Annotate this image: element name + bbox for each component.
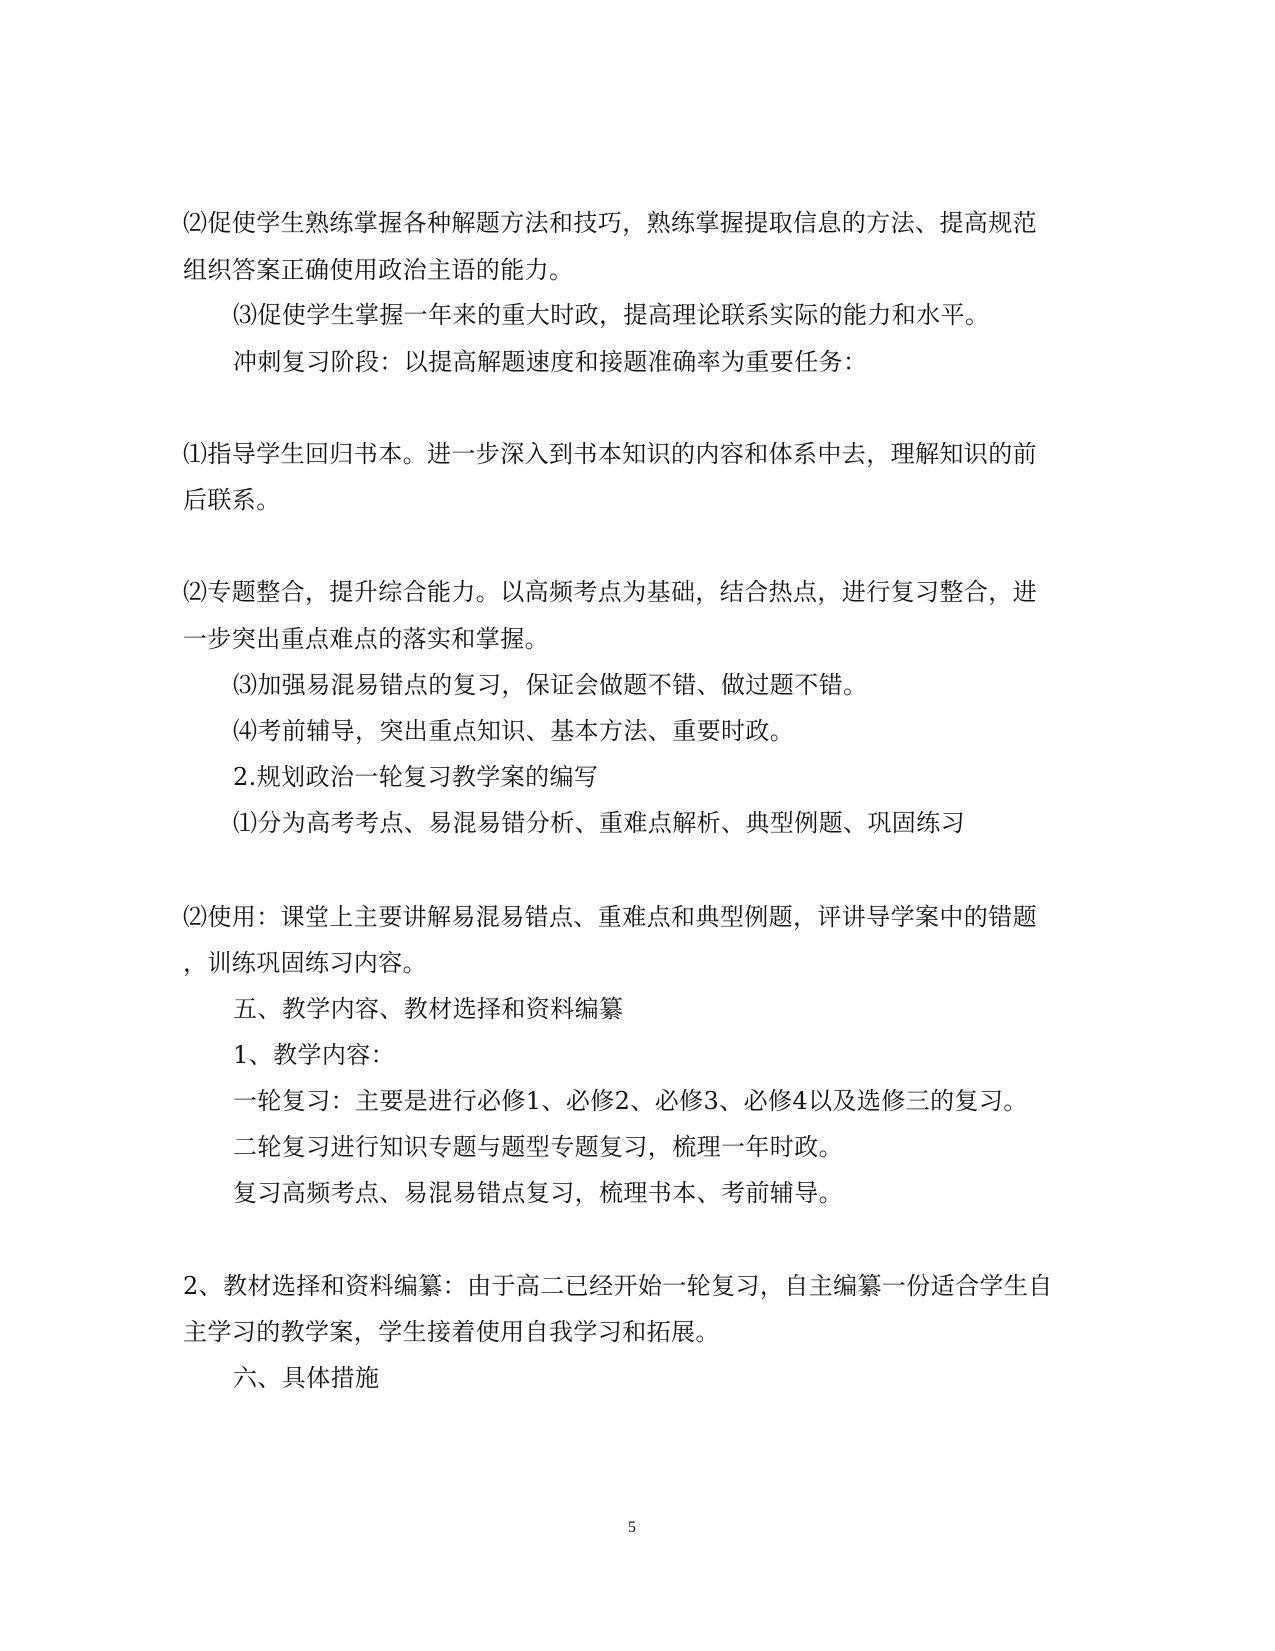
- section-heading: 五、教学内容、教材选择和资料编纂: [233, 995, 624, 1023]
- paragraph-line: 一步突出重点难点的落实和掌握。: [183, 625, 549, 653]
- paragraph-line: 一轮复习：主要是进行必修1、必修2、必修3、必修4以及选修三的复习。: [233, 1087, 1028, 1115]
- paragraph-line: ⑷考前辅导，突出重点知识、基本方法、重要时政。: [233, 717, 795, 745]
- section-heading: 1、教学内容：: [233, 1041, 396, 1069]
- paragraph-line: ⑶促使学生掌握一年来的重大时政，提高理论联系实际的能力和水平。: [233, 301, 990, 329]
- paragraph-line: 后联系。: [183, 486, 281, 514]
- paragraph-line: 2、教材选择和资料编纂：由于高二已经开始一轮复习，自主编纂一份适合学生自: [183, 1272, 1053, 1300]
- paragraph-line: 组织答案正确使用政治主语的能力。: [183, 256, 574, 284]
- paragraph-line: 冲刺复习阶段：以提高解题速度和接题准确率为重要任务：: [233, 348, 868, 376]
- page-number: 5: [628, 1519, 636, 1536]
- paragraph-line: 复习高频考点、易混易错点复习，梳理书本、考前辅导。: [233, 1179, 843, 1207]
- paragraph-line: ⑵使用：课堂上主要讲解易混易错点、重难点和典型例题，评讲导学案中的错题: [183, 903, 1037, 931]
- paragraph-line: ⑶加强易混易错点的复习，保证会做题不错、做过题不错。: [233, 671, 868, 699]
- section-heading: 六、具体措施: [233, 1364, 380, 1392]
- paragraph-line: 主学习的教学案，学生接着使用自我学习和拓展。: [183, 1318, 720, 1346]
- paragraph-line: ⑴分为高考考点、易混易错分析、重难点解析、典型例题、巩固练习: [233, 809, 965, 837]
- paragraph-line: ，训练巩固练习内容。: [183, 949, 427, 977]
- paragraph-line: ⑵专题整合，提升综合能力。以高频考点为基础，结合热点，进行复习整合，进: [183, 578, 1037, 606]
- section-heading: 2.规划政治一轮复习教学案的编写: [233, 763, 599, 791]
- paragraph-line: ⑴指导学生回归书本。进一步深入到书本知识的内容和体系中去，理解知识的前: [183, 440, 1037, 468]
- paragraph-line: ⑵促使学生熟练掌握各种解题方法和技巧，熟练掌握提取信息的方法、提高规范: [183, 209, 1037, 237]
- paragraph-line: 二轮复习进行知识专题与题型专题复习，梳理一年时政。: [233, 1133, 843, 1161]
